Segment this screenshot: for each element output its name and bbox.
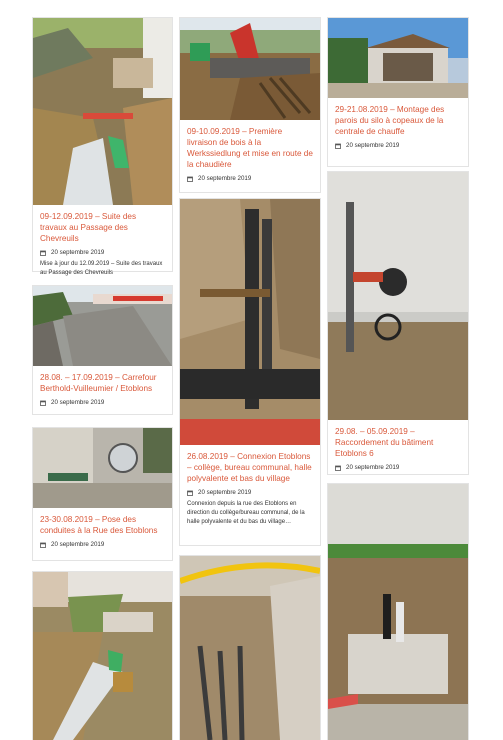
- post-card[interactable]: [180, 556, 320, 740]
- post-meta: [40, 249, 165, 256]
- post-title[interactable]: 29.08. – 05.09.2019 – Raccordement du bâtiment Etoblons 6: [335, 427, 434, 458]
- post-card[interactable]: [33, 572, 172, 740]
- post-title[interactable]: 26.08.2019 – Connexion Etoblons – collège, bureau communal, halle polyvalente et bas du village: [187, 452, 312, 483]
- post-photo[interactable]: [180, 199, 320, 445]
- post-photo[interactable]: [328, 18, 468, 98]
- post-date: 20 septembre 2019: [51, 541, 105, 548]
- post-photo[interactable]: [33, 286, 172, 366]
- post-photo[interactable]: [328, 484, 468, 740]
- post-card[interactable]: [33, 428, 172, 560]
- post-meta: [335, 464, 461, 471]
- post-title[interactable]: 23-30.08.2019 – Pose des conduites à la Rue des Etoblons: [40, 515, 158, 535]
- calendar-icon: [40, 542, 46, 548]
- calendar-icon: [335, 465, 341, 471]
- post-meta: [40, 541, 165, 548]
- post-excerpt: Mise à jour du 12.09.2019 – Suite des travaux au Passage des Chevreuils: [40, 261, 163, 276]
- calendar-icon: [187, 490, 193, 496]
- post-excerpt: Connexion depuis la rue des Etoblons en direction du collège/bureau communal, de la halle polyvalente et du bas du village…: [187, 501, 305, 525]
- post-photo[interactable]: [180, 18, 320, 120]
- post-title[interactable]: 28.08. – 17.09.2019 – Carrefour Berthold-Vuilleumier / Etoblons: [40, 373, 157, 393]
- post-meta: [335, 142, 461, 149]
- post-photo[interactable]: [33, 572, 172, 740]
- post-card[interactable]: [328, 484, 468, 740]
- post-meta: [40, 399, 165, 406]
- post-photo[interactable]: [180, 556, 320, 740]
- post-date: 20 septembre 2019: [51, 249, 105, 256]
- post-title[interactable]: 09-10.09.2019 – Première livraison de bois à la Werkssiedlung et mise en route de la chaudière: [187, 127, 313, 169]
- post-photo[interactable]: [33, 428, 172, 508]
- post-date: 20 septembre 2019: [198, 489, 252, 496]
- post-card[interactable]: [33, 18, 172, 276]
- post-date: 20 septembre 2019: [51, 399, 105, 406]
- post-card[interactable]: [328, 18, 468, 166]
- post-date: 20 septembre 2019: [346, 142, 400, 149]
- calendar-icon: [335, 143, 341, 149]
- post-title[interactable]: 29-21.08.2019 – Montage des parois du silo à copeaux de la centrale de chauffe: [335, 105, 445, 136]
- post-meta: [187, 489, 313, 496]
- calendar-icon: [187, 176, 193, 182]
- post-card[interactable]: [180, 18, 320, 192]
- post-meta: [187, 175, 313, 182]
- post-card[interactable]: [328, 172, 468, 474]
- post-title[interactable]: 09-12.09.2019 – Suite des travaux au Passage des Chevreuils: [40, 212, 137, 243]
- post-photo[interactable]: [33, 18, 172, 205]
- post-date: 20 septembre 2019: [346, 464, 400, 471]
- calendar-icon: [40, 400, 46, 406]
- post-date: 20 septembre 2019: [198, 175, 252, 182]
- post-photo[interactable]: [328, 172, 468, 420]
- post-card[interactable]: [33, 286, 172, 414]
- calendar-icon: [40, 250, 46, 256]
- post-card[interactable]: [180, 199, 320, 545]
